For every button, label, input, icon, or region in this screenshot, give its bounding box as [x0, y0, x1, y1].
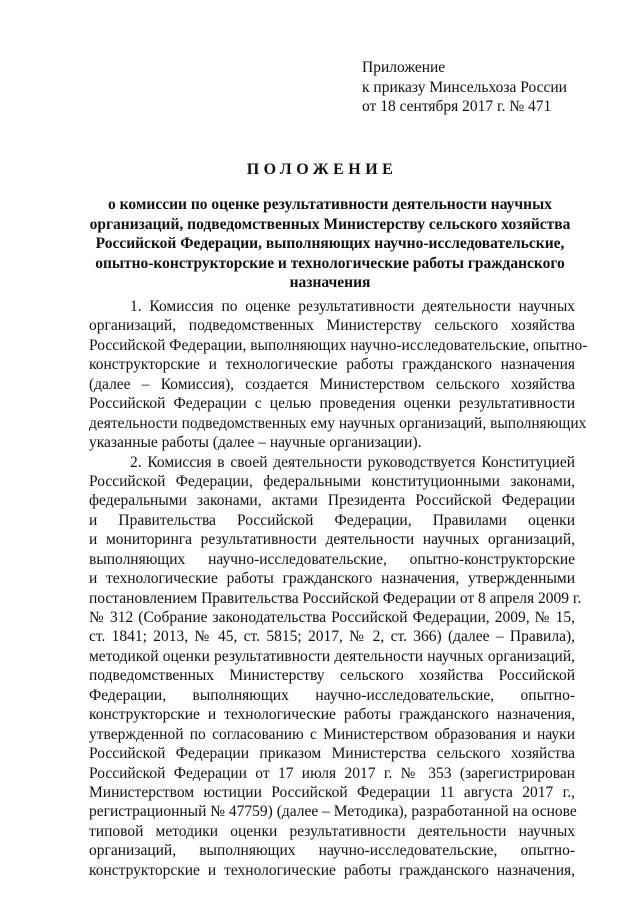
document-body — [89, 297, 588, 880]
appendix-line: Приложение — [362, 59, 446, 76]
text-line: и технологические работы гражданского назначения, утвержденными — [89, 570, 575, 588]
text-line: и Правительства Российской Федерации, Правилами оценки — [89, 511, 575, 529]
paragraph-1 — [89, 297, 588, 453]
document-title: ПОЛОЖЕНИЕ — [246, 161, 398, 178]
text-line: постановлением Правительства Российской Федерации от 8 апреля 2009 г. — [89, 589, 582, 607]
text-line: методикой оценки результативности деятельности научных организаций, — [89, 647, 575, 665]
text-line: деятельности подведомственных ему научных организаций, выполняющих — [89, 414, 587, 432]
text-line: Российской Федерации с целью проведения оценки результативности — [89, 395, 575, 413]
text-line: утвержденной по согласованию с Министерством образования и науки — [89, 725, 575, 743]
text-line: подведомственных Министерству сельского хозяйства Российской — [89, 667, 575, 685]
text-line: 2. Комиссия в своей деятельности руководствуется Конституцией — [130, 453, 575, 471]
text-line: выполняющих научно-исследовательские, опытно-конструкторские — [89, 550, 575, 568]
paragraph-2 — [89, 453, 582, 881]
text-line: федеральными законами, актами Президента Российской Федерации — [89, 492, 575, 510]
text-line: указанные работы (далее – научные организации). — [89, 434, 422, 452]
text-line: и мониторинга результативности деятельности научных организаций, — [89, 531, 575, 549]
text-line: Российской Федерации, выполняющих научно-исследовательские, опытно- — [89, 336, 588, 354]
text-line: Федерации, выполняющих научно-исследовательские, опытно- — [89, 686, 575, 704]
text-line: (далее – Комиссия), создается Министерством сельского хозяйства — [89, 375, 575, 393]
appendix-line: от 18 сентября 2017 г. № 471 — [362, 98, 552, 115]
appendix-line: к приказу Минсельхоза России — [362, 78, 567, 96]
subtitle-line: организаций, подведомственных Министерству сельского хозяйства — [89, 215, 571, 233]
text-line: конструкторские и технологические работы гражданского назначения, — [89, 706, 575, 724]
subtitle-line: о комиссии по оценке результативности деятельности научных — [108, 196, 552, 213]
text-line: регистрационный № 47759) (далее – Методика), разработанной на основе — [89, 803, 577, 821]
text-line: конструкторские и технологические работы гражданского назначения, — [89, 861, 575, 879]
text-line: Российской Федерации, федеральными конституционными законами, — [89, 472, 575, 490]
text-line: конструкторские и технологические работы гражданского назначения — [89, 356, 575, 374]
text-line: 1. Комиссия по оценке результативности деятельности научных — [130, 298, 575, 315]
text-line: ст. 1841; 2013, № 45, ст. 5815; 2017, № 2, ст. 366) (далее – Правила), — [89, 628, 575, 646]
text-line: организаций, выполняющих научно-исследовательские, опытно- — [89, 842, 575, 860]
document-subtitle — [80, 195, 580, 293]
text-line: Российской Федерации от 17 июля 2017 г. № 353 (зарегистрирован — [89, 764, 575, 782]
text-line: типовой методики оценки результативности деятельности научных — [89, 822, 575, 840]
text-line: № 312 (Собрание законодательства Российской Федерации, 2009, № 15, — [89, 609, 575, 626]
text-line: Министерством юстиции Российской Федерации 11 августа 2017 г., — [89, 783, 575, 801]
appendix-header — [362, 58, 567, 117]
subtitle-line: назначения — [289, 274, 371, 291]
subtitle-line: Российской Федерации, выполняющих научно-исследовательские, — [95, 235, 565, 252]
text-line: Российской Федерации приказом Министерства сельского хозяйства — [89, 745, 575, 763]
subtitle-line: опытно-конструкторские и технологические работы гражданского — [95, 254, 565, 272]
text-line: организаций, подведомственных Министерству сельского хозяйства — [89, 317, 575, 335]
